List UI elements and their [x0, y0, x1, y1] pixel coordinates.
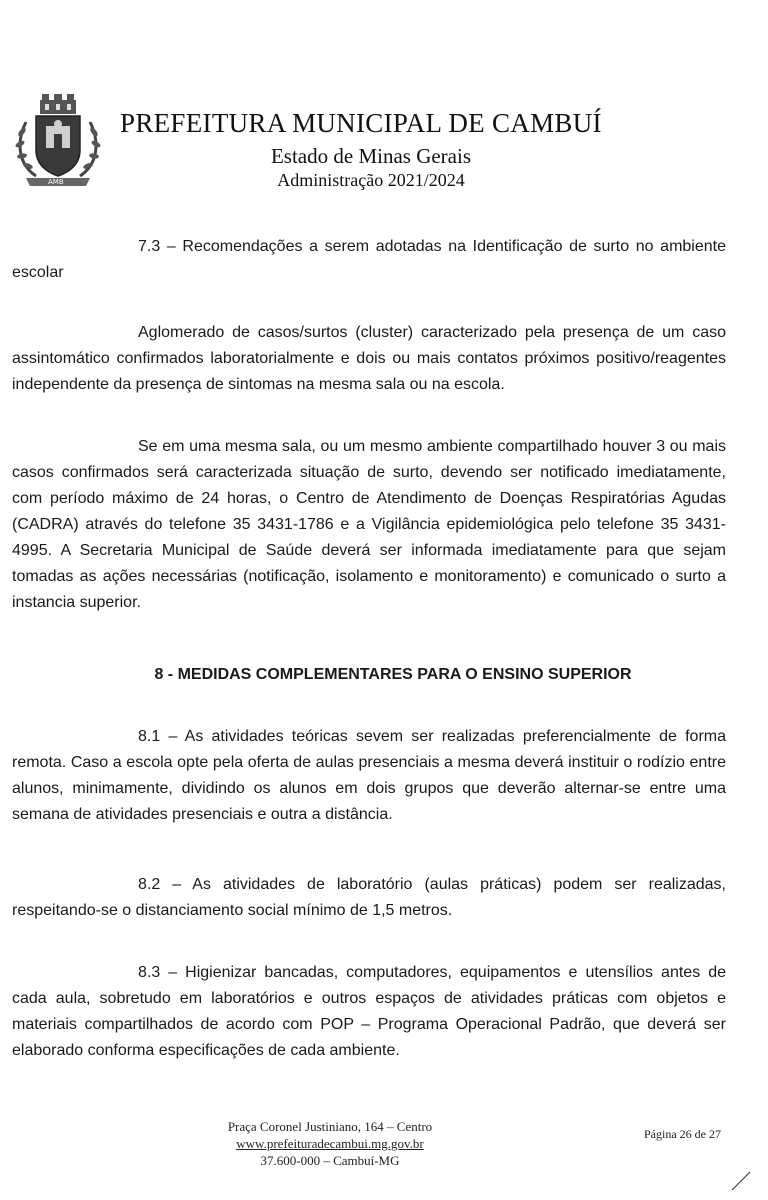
footer-website-link[interactable]: www.prefeituradecambui.mg.gov.br — [236, 1136, 424, 1151]
paragraph-outbreak-notification: Se em uma mesma sala, ou um mesmo ambiente compartilhado houver 3 ou mais casos confirmados será caracterizada situação de surto, devendo ser notificado imediatamente, com período máximo de 24 horas, o Centro de Atendimento de Doenças Respiratórias Agudas (CADRA) através do telefone 35 3431-1786 e a Vigilância epidemiológica pelo telefone 35 3431-4995. A Secretaria Municipal de Saúde deverá ser informada imediatamente para que sejam tomadas as ações necessárias (notificação, isolamento e monitoramento) e comunicado o surto a instancia superior. — [12, 438, 726, 611]
footer-postal: 37.600-000 – Cambuí-MG — [260, 1153, 400, 1168]
header-title: PREFEITURA MUNICIPAL DE CAMBUÍ — [120, 108, 602, 138]
header-state: Estado de Minas Gerais — [270, 144, 472, 168]
paragraph-cluster-definition: Aglomerado de casos/surtos (cluster) caracterizado pela presença de um caso assintomático confirmados laboratorialmente e dois ou mais contatos próximos positivo/reagentes independente da presença de sintomas na mesma sala ou na escola. — [12, 324, 726, 393]
paragraph-8-2: 8.2 – As atividades de laboratório (aulas práticas) podem ser realizadas, respeitando-se o distanciamento social mínimo de 1,5 metros. — [12, 876, 726, 919]
crest-ribbon-text: AMB — [48, 178, 64, 186]
footer — [180, 1118, 480, 1169]
paragraph-7-3-heading: 7.3 – Recomendações a serem adotadas na Identificação de surto no ambiente escolar — [12, 238, 726, 281]
pen-stroke-mark — [730, 1170, 754, 1192]
paragraph-8-1: 8.1 – As atividades teóricas sevem ser realizadas preferencialmente de forma remota. Caso a escola opte pela oferta de aulas presenciais a mesma deverá instituir o rodízio entre alunos, minimamente, dividindo os alunos em dois grupos que deverão alternar-se entre uma semana de atividades presenciais e outra a distância. — [12, 728, 726, 823]
page-number: Página 26 de 27 — [644, 1127, 721, 1141]
section-title: 8 - MEDIDAS COMPLEMENTARES PARA O ENSINO SUPERIOR — [154, 666, 632, 683]
header-administration: Administração 2021/2024 — [277, 170, 465, 190]
paragraph-8-3: 8.3 – Higienizar bancadas, computadores, equipamentos e utensílios antes de cada aula, sobretudo em laboratórios e outros espaços de atividades práticas com objetos e materiais compartilhados de acordo com POP – Programa Operacional Padrão, que deverá ser elaborado conforma especificações de cada ambiente. — [12, 964, 726, 1059]
footer-address: Praça Coronel Justiniano, 164 – Centro — [227, 1119, 433, 1134]
